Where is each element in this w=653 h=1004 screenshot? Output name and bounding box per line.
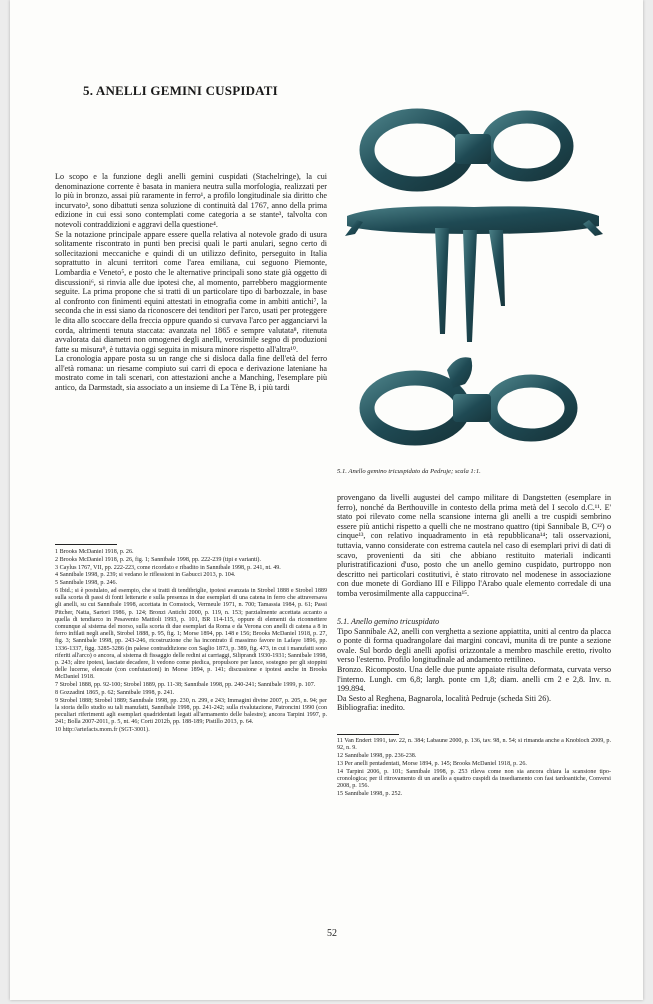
catalog-provenance: Da Sesto al Reghena, Bagnarola, località Pedruje (scheda Siti 26). [337, 693, 551, 703]
document-page [10, 0, 643, 1000]
footnote: 3 Caylus 1767, VII, pp. 222-223, come ricordato e ribadito in Sannibale 1998, p. 241, nt. 49. [55, 564, 281, 571]
footnote: 4 Sannibale 1998, p. 239; si vedano le riflessioni in Gabucci 2013, p. 104. [55, 572, 236, 579]
footnote: 5 Sannibale 1998, p. 246. [55, 580, 118, 587]
footnotes-left [55, 549, 327, 924]
right-paragraph: provengano da livelli augustei del campo militare di Dangstetten (esemplare in ferro), nonché da Berthouville in contesto della prima metà del I secolo d.C.¹¹. E' stato poi rilevato come nella scansione interna gli anelli a tre cuspidi sembrino essere più antichi rispetto a quelli che ne mostrano quattro (tipi Sannibale B, C¹²) o cinque¹³, con relativo inquadramento in età repubblicana¹⁴; tali osservazioni, tuttavia, vanno considerate con estrema cautela nel caso di esemplari privi di dati di scavo, provenienti da siti che abbiano restituito materiali indicanti pluristratificazioni d'uso, posto che un anello gemino cuspidato, purtroppo non descritto nei particolari costitutivi, è stato ritrovato nel modenese in associazione con due monete di Gordiano III e Filippo l'Arabo quale elemento corredale di una tomba verosimilmente alla cappuccina¹⁵. [337, 493, 611, 598]
artifact-figure [337, 106, 612, 462]
paragraph-1: Lo scopo e la funzione degli anelli gemini cuspidati (Stachelringe), la cui denominazione corrente è basata in maniera neutra sulla morfologia, realizzati per lo più in bronzo, assai più raramente in ferro¹, a profilo longitudinale sia diritto che incurvato², sono dibattuti senza soluzione di continuità dal 1767, anno della prima edizione in cui essi sono contemplati come categoria a se stante³, talvolta con notevoli contraddizioni e aggravi della questione⁴. [55, 172, 327, 229]
footnote-rule-right [337, 734, 399, 735]
ring-side-view [345, 206, 603, 342]
catalog-bibliography: Bibliografia: inedito. [337, 703, 405, 713]
ring-top-view [367, 116, 567, 184]
ring-bottom-view [367, 357, 571, 438]
footnote: 8 Gozzadini 1865, p. 62; Sannibale 1998, p. 241. [55, 690, 175, 697]
page-number: 52 [327, 928, 337, 939]
footnote: 1 Brooks McDaniel 1918, p. 26. [55, 549, 134, 555]
right-text-column [337, 493, 611, 605]
footnote: 13 Per anelli pentadentati, Morse 1894, p. 145; Brooks McDaniel 1918, p. 26. [337, 760, 527, 767]
footnote: 6 Ibid.; si è postulato, ad esempio, che si tratti di tendibriglie, ipotesi avanzata in Strobel 1888 e Strobel 1889 sulla scorta di passi di fonti letterarie e sulla presenza in due esemplari di una catena in ferro che attraversava gli anelli, su cui Sannibale 1998, accettata in Comstock, Vermeule 1971, n. 700; Tamassia 1984, p. 61; Passi Pitcher, Natta, Sartori 1986, p. 124; Bronzi Antichi 2000, p. 119, n. 153; parzialmente accettata accanto a quella di tendiarco in Pesavento Mattioli 1993, p. 101, BR 114-115, oppure di elementi da riconnettere comunque al sistema del morso, sulla scorta di due esemplari da Roma e da Verona con anelli di catena a 8 in ferro infilati negli anelli, Strobel 1888, p. 95, fig. 1; Morse 1894, pp. 148 e 156; Brooks McDaniel 1918, p. 27, fig. 3; Sannibale 1998, pp. 243-246, ricostruzione che ha incontrato il massimo favore in Lafaye 1896, pp. 1336-1337, figg. 3285-3286 (in palese contraddizione con Saglio 1873, p. 389, fig. 473, in cui i manufatti sono riferiti all'arco) o ancora, al sistema di fissaggio delle redini ai carriaggi, Siliprandi 1930-1931; Sannibale 1998, p. 243; altre ipotesi, lasciate decadere, li vedono come piedica, propulsore per lance, sostegno per gli stoppini delle lucerne, elencate (con confutazioni) in Morse 1894, p. 141; discussione e ipotesi anche in Brooks McDaniel 1918. [55, 587, 327, 681]
paragraph-3: La cronologia appare posta su un range che si disloca dalla fine dell'età del ferro all'età romana: un riesame compiuto sui carri di epoca e derivazione lateniane ha mostrato come in tali scenari, con attestazioni anche a Manching, l'esemplare più antico, da Darmstadt, sia associato a un insieme di La Tène B, i più tardi [55, 354, 327, 393]
footnote: 10 http://artefacts.mom.fr (SGT-3001). [55, 727, 150, 734]
footnote: 14 Tarpini 2006, p. 101; Sannibale 1998, p. 253 rileva come non sia ancora chiara la scansione tipo-cronologica; per il ritrovamento di un anello a quattro cuspidi da insediamento con fasi tardoantiche, Conversi 2008, p. 156. [337, 768, 611, 789]
footnote: 11 Van Endert 1991, tav. 22, n. 384; Labaune 2000, p. 136, tav. 98, n. 54; si rimanda anche a Knobloch 2009, p. 92, n. 9. [337, 738, 611, 752]
catalog-entry [337, 617, 611, 730]
footnotes-right [337, 738, 611, 856]
catalog-material: Bronzo. Ricomposto. Una delle due punte appaiate risulta deformata, curvata verso l'interno. Lungh. cm 6,8; largh. ponte cm 1,8; diam. anelli cm 2 e 2,8. Inv. n. 199.894. [337, 664, 611, 694]
footnote: 9 Strobel 1888; Strobel 1889; Sannibale 1998, pp. 230, n. 299, e 243; Immagini divine 2007, p. 205, n. 94; per la storia dello studio su tali manufatti, Sannibale 1998, pp. 241-242; sulla rivalutazione, Patroncini 1990 (con peculiari riferimenti agli esemplari quadridentati legati all'armamento delle balestre); ancora Tarpini 1997, p. 241; Bolla 2007-2011, p. 5, nt. 46; Corti 2012b, pp. 188-189; Pistillo 2013, p. 64. [55, 697, 327, 726]
footnote: 7 Strobel 1888, pp. 92-100; Strobel 1889, pp. 11-38; Sannibale 1998, pp. 240-241; Sannibale 1999, p. 107. [55, 682, 316, 689]
paragraph-2: Se la notazione principale appare essere quella relativa al notevole grado di usura solitamente riscontrato in punti ben precisi quali le parti anulari, segno certo di sollecitazioni meccaniche e quindi di un utilizzo definito, perseguito in Italia soprattutto in alcuni territori come l'area emiliana, cui seguono Piemonte, Lombardia e Veneto⁵, e posto che le alternative principali sono state già oggetto di discussioni⁶, si rinvia alle due ipotesi che, al momento, parrebbero maggiormente seguite. La prima propone che si tratti di un particolare tipo di barbozzale, in base al confronto con finimenti equini attestati in etnografia come in ambiti antichi⁷, la seconda che in essi siano da riconoscere dei tenditori per l'arco, usati per proteggere le dita allo scoccare della freccia oppure quando si curvava l'arco per agganciarvi la corda, altrimenti tenuta staccata: avanzata nel 1865 e sempre valutata⁸, ritenuta avvalorata dai diametri non omogenei degli anelli, verosimile segno di produzioni fatte su misura⁹, è tuttavia oggi seguita in misura minore rispetto all'altra¹⁰. [55, 229, 327, 354]
catalog-description: Tipo Sannibale A2, anelli con verghetta a sezione appiattita, uniti al centro da placca o ponte di forma quadrangolare dai margini concavi, munita di tre punte a sezione ovale. Sul bordo degli anelli apofisi orizzontale a membro maschile eretto, rivolto verso l'esterno. Profilo longitudinale ad andamento rettilineo. [337, 626, 611, 665]
footnote: 2 Brooks McDaniel 1918, p. 26, fig. 1; Sannibale 1998, pp. 222-239 (tipi e varianti). [55, 556, 261, 563]
footnote-rule-left [55, 544, 117, 545]
footnote: 15 Sannibale 1998, p. 252. [337, 790, 403, 797]
catalog-heading: 5.1. Anello gemino tricuspidato [337, 617, 440, 626]
chapter-title: 5. ANELLI GEMINI CUSPIDATI [83, 83, 278, 98]
figure-caption: 5.1. Anello gemino tricuspidato da Pedruje; scala 1:1. [337, 468, 481, 475]
footnote: 12 Sannibale 1998, pp. 236-238. [337, 753, 417, 759]
intro-text-column [55, 172, 327, 540]
